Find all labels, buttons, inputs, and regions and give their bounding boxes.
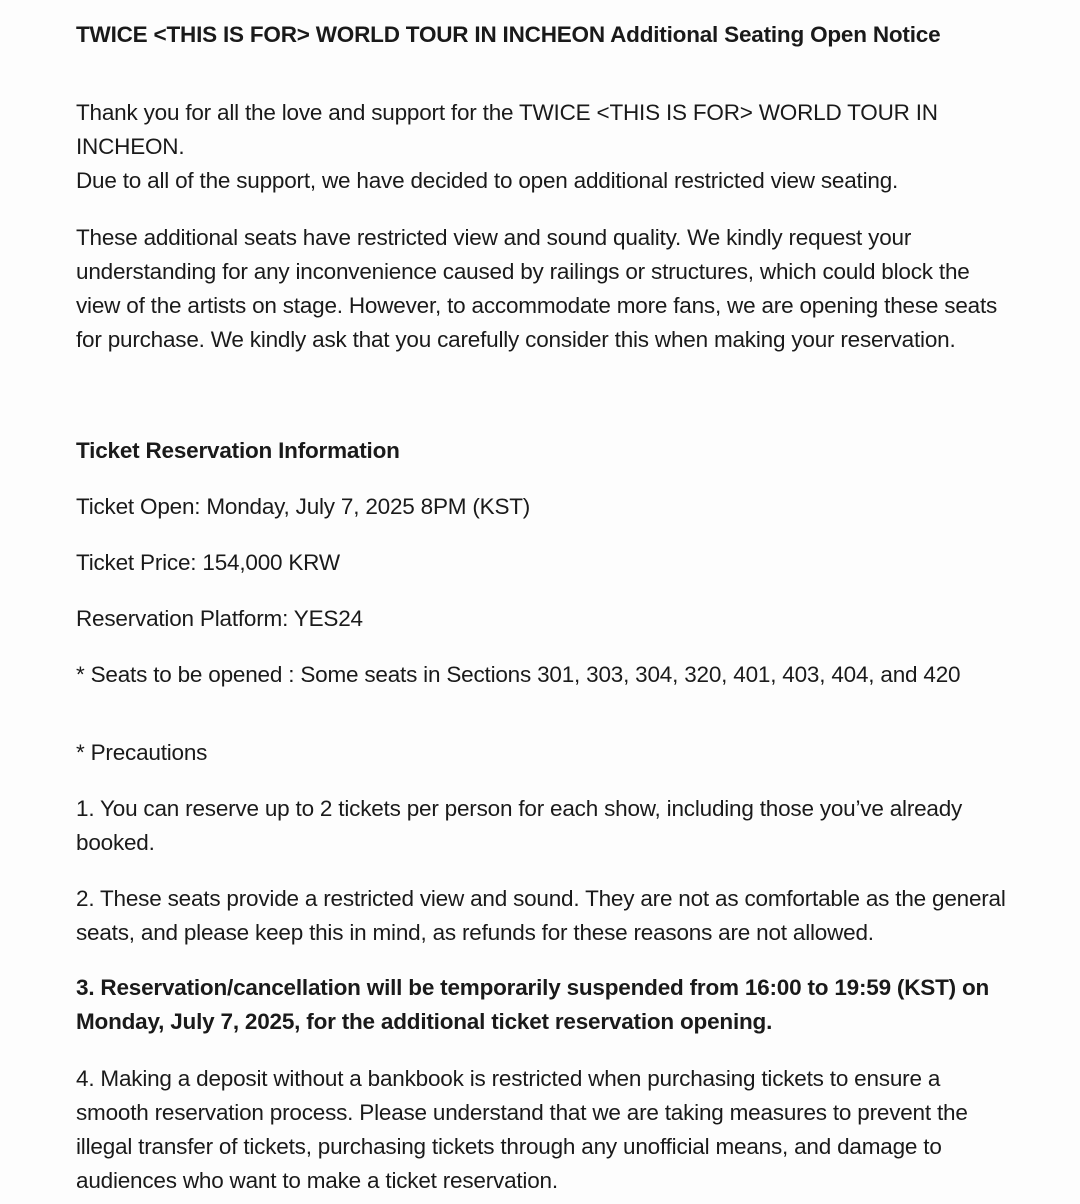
intro-paragraph	[76, 96, 1006, 198]
intro-line-2: Due to all of the support, we have decided to open additional restricted view seating.	[76, 168, 899, 193]
ticket-price: Ticket Price: 154,000 KRW	[76, 550, 340, 575]
precaution-item-4: 4. Making a deposit without a bankbook is restricted when purchasing tickets to ensure a smooth reservation process. Please understand that we are taking measures to prevent the illegal transfer of tickets, purchasing tickets through any unofficial means, and damage to audiences who want to make a ticket reservation.	[76, 1066, 968, 1193]
restricted-view-paragraph: These additional seats have restricted view and sound quality. We kindly request your understanding for any inconvenience caused by railings or structures, which could block the view of the artists on stage. However, to accommodate more fans, we are opening these seats for purchase. We kindly ask that you carefully consider this when making your reservation.	[76, 225, 998, 352]
reservation-info-heading: Ticket Reservation Information	[76, 438, 400, 463]
notice-title: TWICE <THIS IS FOR> WORLD TOUR IN INCHEON Additional Seating Open Notice	[76, 22, 941, 47]
reservation-platform: Reservation Platform: YES24	[76, 606, 363, 631]
precautions-heading: * Precautions	[76, 740, 208, 765]
precaution-item-2: 2. These seats provide a restricted view and sound. They are not as comfortable as the general seats, and please keep this in mind, as refunds for these reasons are not allowed.	[76, 886, 1006, 945]
precaution-item-3: 3. Reservation/cancellation will be temporarily suspended from 16:00 to 19:59 (KST) on Monday, July 7, 2025, for the additional ticket reservation opening.	[76, 975, 990, 1034]
precaution-item-1: 1. You can reserve up to 2 tickets per person for each show, including those you’ve already booked.	[76, 796, 963, 855]
ticket-open-date: Ticket Open: Monday, July 7, 2025 8PM (KST)	[76, 494, 531, 519]
intro-line-1: Thank you for all the love and support for the TWICE <THIS IS FOR> WORLD TOUR IN INCHEON.	[76, 100, 938, 159]
seats-to-be-opened: * Seats to be opened : Some seats in Sections 301, 303, 304, 320, 401, 403, 404, and 420	[76, 662, 961, 687]
